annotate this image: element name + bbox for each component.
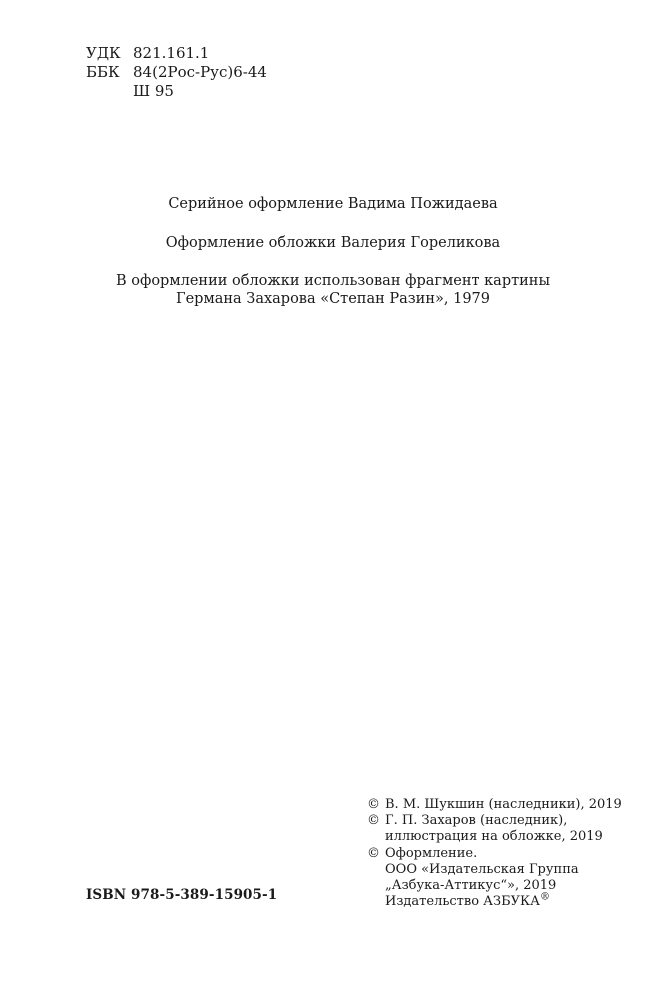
copyright-sign: ©: [367, 797, 380, 812]
cover-design-text: Оформление обложки Валерия Гореликова: [165, 235, 501, 251]
copyright-block: [367, 797, 622, 910]
classification-block: [86, 44, 267, 101]
author-mark-row: [86, 82, 267, 101]
bbk-value: 84(2Рос-Рус)6-44: [133, 63, 267, 81]
udk-row: [86, 44, 267, 63]
registered-mark: ®: [539, 891, 550, 903]
copyright-sign: ©: [367, 845, 380, 861]
bbk-row: [86, 63, 267, 82]
series-design-credit: [0, 195, 666, 213]
copyright-illustrator-text: Г. П. Захаров (наследник),: [385, 813, 568, 829]
copyright-item-design: [367, 846, 622, 862]
copyright-author-text: В. М. Шукшин (наследники), 2019: [385, 797, 622, 812]
copyright-item-illustration: [367, 813, 622, 829]
publisher-group-line: ООО «Издательская Группа: [385, 861, 579, 877]
isbn: ISBN 978-5-389-15905-1: [86, 887, 278, 903]
copyright-illustration-text: иллюстрация на обложке, 2019: [385, 829, 603, 845]
series-design-text: Серийное оформление Вадима Пожидаева: [168, 196, 498, 212]
cover-art-line-1: В оформлении обложки использован фрагмент картины: [115, 273, 551, 289]
copyright-design-text: Оформление.: [385, 845, 478, 861]
cover-art-credit: [0, 272, 666, 308]
publisher-imprint-line: [367, 891, 622, 910]
publisher-imprint-text: Издательство АЗБУКА: [385, 894, 540, 910]
publisher-name-line: „Азбука-Аттикус“», 2019: [385, 878, 557, 894]
author-mark: Ш 95: [133, 82, 174, 100]
cover-design-credit: [0, 234, 666, 252]
udk-value: 821.161.1: [133, 44, 210, 62]
cover-art-line-2: Германа Захарова «Степан Разин», 1979: [175, 291, 490, 307]
udk-label: УДК: [86, 44, 121, 62]
copyright-sign: ©: [367, 813, 380, 829]
bbk-label: ББК: [86, 63, 120, 81]
copyright-item-author: [367, 797, 622, 813]
